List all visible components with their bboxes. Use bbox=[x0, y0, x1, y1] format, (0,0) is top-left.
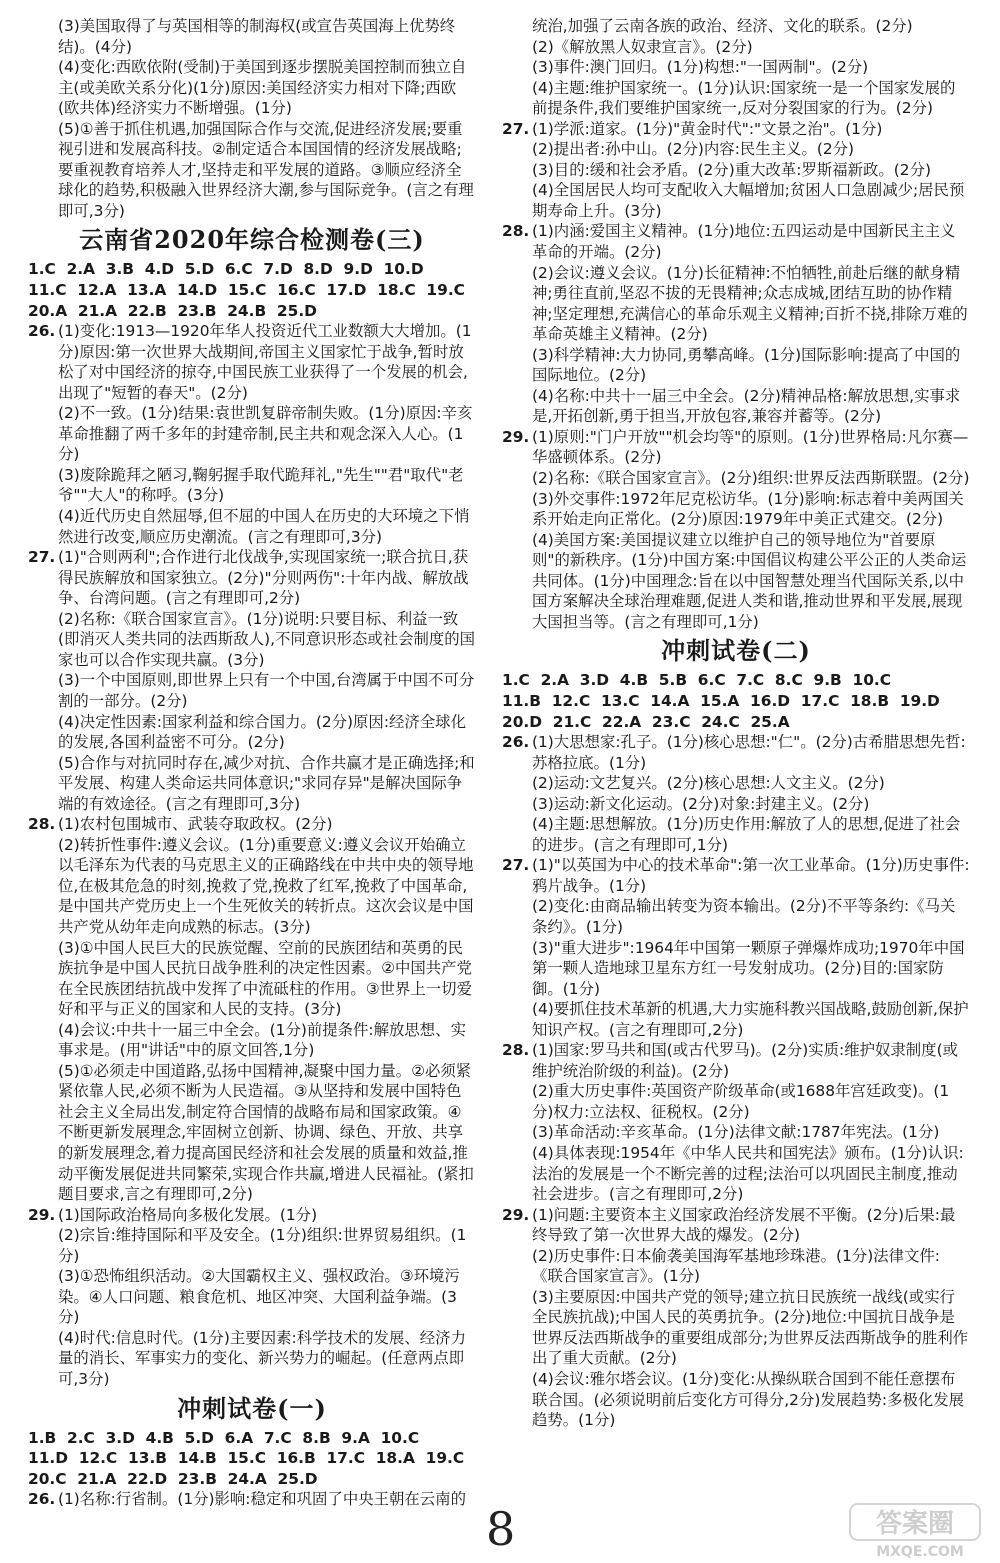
page-number: 8 bbox=[486, 1502, 516, 1556]
answer-text: (1)国家:罗马共和国(或古代罗马)。(2分)实质:维护奴隶制度(或维护统治阶级的利益)。(2分) bbox=[532, 1041, 958, 1080]
question-number: 28. bbox=[28, 815, 56, 834]
question-answer bbox=[502, 1205, 970, 1246]
answer-line: (2)运动:文艺复兴。(2分)核心思想:人文主义。(2分) bbox=[532, 774, 885, 793]
question-number: 26. bbox=[502, 733, 530, 752]
question-number: 26. bbox=[28, 322, 56, 341]
answer-line: (3)"重大进步":1964年中国第一颗原子弹爆炸成功;1970年中国第一颗人造地球卫星东方红一号发射成功。(2分)目的:国家防御。(1分) bbox=[532, 938, 965, 998]
answer-line: (4)具体表现:1954年《中华人民共和国宪法》颁布。(1分)认识:法治的发展是一个不断完善的过程;法治可以巩固民主制度,推动社会进步。(言之有理即可,2分) bbox=[532, 1143, 964, 1204]
answer-line: (4)要抓住技术革新的机遇,大力实施科教兴国战略,鼓励创新,保护知识产权。(言之有理即可,2分) bbox=[532, 1000, 969, 1039]
answer-line: (2)转折性事件:遵义会议。(1分)重要意义:遵义会议开始确立以毛泽东为代表的马克思主义的正确路线在中共中央的领导地位,在极其危急的时刻,挽救了党,挽救了红军,挽救了中国革命,是中国共产党历史上一个生死攸关的转折点。这次会议是中国共产党从幼年走向成熟的标志。(3分) bbox=[58, 835, 474, 936]
answer-text: (1)"以英国为中心的技术革命":第一次工业革命。(1分)历史事件:鸦片战争。(1分) bbox=[532, 856, 970, 895]
answer-line: (4)美国方案:美国提议建立以维护自己的领导地位为"首要原则"的新秩序。(1分)中国方案:中国倡议构建公平公正的人类命运共同体。(1分)中国理念:旨在以中国智慧处理当代国际关系,以中国方案解决全球治理难题,促进人类和谐,推动世界和平发展,展现大国担当等。(言之有理即可,1分) bbox=[532, 530, 967, 631]
choice-answer-key: 1.B 2.C 3.D 4.B 5.D 6.A 7.C 8.B 9.A 10.C bbox=[28, 1428, 420, 1447]
answer-text: (1)原则:"门户开放""机会均等"的原则。(1分)世界格局:凡尔赛—华盛顿体系。(2分) bbox=[532, 427, 969, 467]
answer-line: (4)决定性因素:国家利益和综合国力。(2分)原因:经济全球化的发展,各国利益密不可分。(2分) bbox=[58, 712, 466, 752]
choice-answer-key: 11.B 12.C 13.C 14.A 15.A 16.D 17.C 18.B 19.D bbox=[502, 691, 940, 710]
question-answer bbox=[502, 732, 970, 773]
question-answer bbox=[502, 1040, 970, 1081]
watermark-logo-text: 答案圈 bbox=[875, 1509, 955, 1539]
question-answer bbox=[28, 814, 476, 835]
question-answer bbox=[28, 1489, 476, 1510]
answer-line: (3)一个中国原则,即世界上只有一个中国,台湾属于中国不可分割的一部分。(2分) bbox=[58, 671, 475, 710]
right-column bbox=[502, 16, 970, 1431]
answer-line: (5)①善于抓住机遇,加强国际合作与交流,促进经济发展;要重视引进和发展高科技。②制定适合本国国情的经济发展战略;要重视教育培养人才,坚持走和平发展的道路。③顺应经济全球化的趋势,积极融入世界经济大潮,参与国际竞争。(言之有理即可,3分) bbox=[58, 119, 474, 220]
left-column bbox=[28, 16, 476, 1510]
question-number: 29. bbox=[28, 1205, 56, 1224]
choice-answer-key: 20.A 21.A 22.B 23.B 24.B 25.D bbox=[28, 301, 317, 320]
answer-text: (1)国际政治格局向多极化发展。(1分) bbox=[58, 1205, 318, 1224]
answer-line: (3)①恐怖组织活动。②大国霸权主义、强权政治。③环境污染。④人口问题、粮食危机、地区冲突、大国利益争端。(3分) bbox=[58, 1267, 460, 1327]
question-number: 29. bbox=[502, 427, 530, 446]
answer-line: (3)①中国人民巨大的民族觉醒、空前的民族团结和英勇的民族抗争是中国人民抗日战争胜利的决定性因素。②中国共产党在全民族团结抗战中发挥了中流砥柱的作用。③世界上一切爱好和平与正义的国家和人民的支持。(3分) bbox=[58, 938, 472, 1019]
answer-text: (1)内涵:爱国主义精神。(1分)地位:五四运动是中国新民主主义革命的开端。(2分) bbox=[532, 222, 956, 262]
question-number: 27. bbox=[502, 119, 530, 138]
answer-line: (2)《解放黑人奴隶宣言》。(2分) bbox=[532, 37, 753, 56]
question-answer bbox=[28, 547, 476, 609]
question-answer bbox=[28, 321, 476, 403]
answer-text: (1)大思想家:孔子。(1分)核心思想:"仁"。(2分)古希腊思想先哲:苏格拉底。(1分) bbox=[532, 733, 966, 772]
answer-line: (4)主题:思想解放。(1分)历史作用:解放了人的思想,促进了社会的进步。(言之有理即可,1分) bbox=[532, 815, 961, 854]
answer-text: (1)学派:道家。(1分)"黄金时代":"文景之治"。(1分) bbox=[532, 119, 883, 138]
choice-answer-key: 11.C 12.A 13.A 14.D 15.C 16.C 17.D 18.C 19.C bbox=[28, 281, 465, 300]
question-number: 27. bbox=[28, 548, 56, 567]
answer-line: (2)历史事件:日本偷袭美国海军基地珍珠港。(1分)法律文件:《联合国家宣言》。(1分) bbox=[532, 1246, 940, 1286]
choice-answer-key: 1.C 2.A 3.B 4.D 5.D 6.C 7.D 8.D 9.D 10.D bbox=[28, 260, 424, 279]
choice-answer-key: 11.D 12.C 13.B 14.B 15.C 16.B 17.C 18.A 19.C bbox=[28, 1449, 465, 1468]
answer-line: (4)全国居民人均可支配收入大幅增加;贫困人口急剧减少;居民预期寿命上升。(3分) bbox=[532, 181, 965, 220]
watermark-logo bbox=[848, 1502, 992, 1560]
answer-line: (4)时代:信息时代。(1分)主要因素:科学技术的发展、经济力量的消长、军事实力的变化、新兴势力的崛起。(任意两点即可,3分) bbox=[58, 1328, 466, 1388]
question-number: 26. bbox=[28, 1490, 56, 1509]
section-title: 冲刺试卷(一) bbox=[177, 1393, 327, 1423]
answer-line: (4)会议:雅尔塔会议。(1分)变化:从操纵联合国到不能任意摆布联合国。(必须说明前后变化方可得分,2分)发展趋势:多极化发展趋势。(1分) bbox=[532, 1370, 965, 1430]
answer-text: (1)问题:主要资本主义国家政治经济发展不平衡。(2分)后果:最终导致了第一次世界大战的爆发。(2分) bbox=[532, 1205, 956, 1245]
choice-answer-key: 20.C 21.A 22.D 23.B 24.A 25.D bbox=[28, 1469, 318, 1488]
answer-line: (2)不一致。(1分)结果:袁世凯复辟帝制失败。(1分)原因:辛亥革命推翻了两千多年的封建帝制,民主共和观念深入人心。(1分) bbox=[58, 404, 473, 464]
answer-line: (3)美国取得了与英国相等的制海权(或宣告英国海上优势终结)。(4分) bbox=[58, 17, 456, 56]
question-number: 28. bbox=[502, 1041, 530, 1060]
choice-answer-key: 20.D 21.C 22.A 23.C 24.C 25.A bbox=[502, 712, 790, 731]
question-number: 29. bbox=[502, 1205, 530, 1224]
answer-line: (2)提出者:孙中山。(2分)内容:民生主义。(2分) bbox=[532, 140, 855, 159]
section-title: 云南省2020年综合检测卷(三) bbox=[79, 225, 425, 255]
question-answer bbox=[502, 221, 970, 262]
watermark-url: MXQE.COM bbox=[876, 1544, 964, 1560]
answer-line: (3)事件:澳门回归。(1分)构想:"一国两制"。(2分) bbox=[532, 58, 869, 77]
question-number: 27. bbox=[502, 856, 530, 875]
answer-text: (1)农村包围城市、武装夺取政权。(2分) bbox=[58, 815, 333, 834]
answer-text: (1)"合则两利";合作进行北伐战争,实现国家统一;联合抗日,获得民族解放和国家独立。(2分)"分则两伤":十年内战、解放战争、台湾问题。(言之有理即可,2分) bbox=[58, 548, 469, 608]
answer-line: (4)近代历史自然屈辱,但不屈的中国人在历史的大环境之下悄然进行改变,顺应历史潮流。(言之有理即可,3分) bbox=[58, 507, 470, 546]
answer-line: (2)会议:遵义会议。(1分)长征精神:不怕牺牲,前赴后继的献身精神;勇往直前,坚忍不拔的无畏精神;众志成城,团结互助的协作精神;坚定理想,充满信心的革命乐观主义精神;百折不挠,排除万难的革命英雄主义精神。(2分) bbox=[532, 263, 968, 344]
answer-line: (2)名称:《联合国家宣言》。(2分)组织:世界反法西斯联盟。(2分) bbox=[532, 469, 970, 488]
answer-line: (3)外交事件:1972年尼克松访华。(1分)影响:标志着中美两国关系开始走向正常化。(2分)原因:1979年中美正式建交。(2分) bbox=[532, 489, 964, 529]
section-title: 冲刺试卷(二) bbox=[661, 636, 811, 666]
answer-line: (5)合作与对抗同时存在,减少对抗、合作共赢才是正确选择;和平发展、构建人类命运共同体意识;"求同存异"是解决国际争端的有效途径。(言之有理即可,3分) bbox=[58, 753, 475, 813]
answer-text: (1)名称:行省制。(1分)影响:稳定和巩固了中央王朝在云南的 bbox=[58, 1490, 466, 1509]
answer-line: (4)变化:西欧依附(受制)于美国到逐步摆脱美国控制而独立自主(或美欧关系分化)(1分)原因:美国经济实力相对下降;西欧(欧共体)经济实力不断增强。(1分) bbox=[58, 58, 467, 118]
answer-text: (1)变化:1913—1920年华人投资近代工业数额大大增加。(1分)原因:第一次世界大战期间,帝国主义国家忙于战争,暂时放松了对中国经济的掠夺,中国民族工业获得了一个发展的机会,出现了"短暂的春天"。(2分) bbox=[58, 322, 472, 402]
answer-line: (3)主要原因:中国共产党的领导;建立抗日民族统一战线(或实行全民族抗战);中国人民的英勇抗争。(2分)地位:中国抗日战争是世界反法西斯战争的重要组成部分;为世界反法西斯战争的胜利作出了重大贡献。(2分) bbox=[532, 1287, 969, 1368]
answer-line: (4)会议:中共十一届三中全会。(1分)前提条件:解放思想、实事求是。(用"讲话"中的原文回答,1分) bbox=[58, 1020, 466, 1060]
answer-line: (4)主题:维护国家统一。(1分)认识:国家统一是一个国家发展的前提条件,我们要维护国家统一,反对分裂国家的行为。(2分) bbox=[532, 78, 956, 118]
choice-answer-key: 1.C 2.A 3.D 4.B 5.B 6.C 7.C 8.C 9.B 10.C bbox=[502, 671, 892, 690]
answer-line: (3)科学精神:大力协同,勇攀高峰。(1分)国际影响:提高了中国的国际地位。(2分) bbox=[532, 345, 961, 385]
answer-line: (3)目的:缓和社会矛盾。(2分)重大改革:罗斯福新政。(2分) bbox=[532, 160, 931, 179]
answer-line: (2)变化:由商品输出转变为资本输出。(2分)不平等条约:《马关条约》。(1分) bbox=[532, 897, 956, 936]
answer-line: (2)名称:《联合国家宣言》。(1分)说明:只要目标、利益一致(即消灭人类共同的法西斯敌人),不同意识形态或社会制度的国家也可以合作实现共赢。(3分) bbox=[58, 609, 476, 669]
answer-line: (3)革命活动:辛亥革命。(1分)法律文献:1787年宪法。(1分) bbox=[532, 1123, 940, 1142]
answer-line: (3)废除跪拜之陋习,鞠躬握手取代跪拜礼,"先生""君"取代"老爷""大人"的称呼。(3分) bbox=[58, 465, 464, 505]
answer-line: (2)重大历史事件:英国资产阶级革命(或1688年宫廷政变)。(1分)权力:立法权、征税权。(2分) bbox=[532, 1082, 950, 1121]
question-number: 28. bbox=[502, 222, 530, 241]
question-answer bbox=[502, 855, 970, 896]
question-answer bbox=[502, 119, 970, 140]
answer-line: (2)宗旨:维持国际和平及安全。(1分)组织:世界贸易组织。(1分) bbox=[58, 1226, 467, 1265]
answer-line: (4)名称:中共十一届三中全会。(2分)精神品格:解放思想,实事求是,开拓创新,勇于担当,开放包容,兼容并蓄等。(2分) bbox=[532, 386, 961, 426]
answer-line: 统治,加强了云南各族的政治、经济、文化的联系。(2分) bbox=[532, 17, 913, 35]
answer-line: (3)运动:新文化运动。(2分)对象:封建主义。(2分) bbox=[532, 794, 870, 813]
answer-line: (5)①必须走中国道路,弘扬中国精神,凝聚中国力量。②必须紧紧依靠人民,必须不断为人民造福。③从坚持和发展中国特色社会主义全局出发,制定符合国情的战略布局和国家政策。④不断更新发展理念,牢固树立创新、协调、绿色、开放、共享的新发展理念,着力提高国民经济和社会发展的质量和效益,推动平衡发展促进共同繁荣,实现合作共赢,增进人民福祉。(紧扣题目要求,言之有理即可,2分) bbox=[58, 1061, 474, 1204]
question-answer bbox=[502, 427, 970, 468]
question-answer bbox=[28, 1205, 476, 1226]
